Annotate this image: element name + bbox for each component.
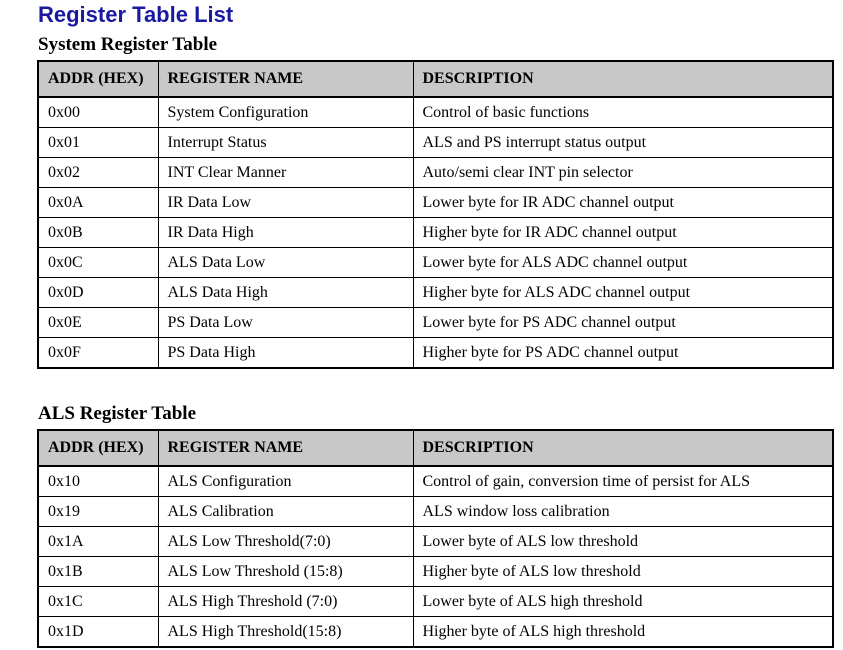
table-row [38, 587, 833, 617]
cell-description: Lower byte for IR ADC channel output [413, 188, 833, 218]
table-header-row [38, 61, 833, 97]
table-row [38, 248, 833, 278]
header-description: DESCRIPTION [413, 430, 833, 466]
cell-addr: 0x19 [38, 497, 158, 527]
cell-register-name: ALS High Threshold(15:8) [158, 617, 413, 648]
table-row [38, 308, 833, 338]
cell-addr: 0x1B [38, 557, 158, 587]
cell-register-name: ALS High Threshold (7:0) [158, 587, 413, 617]
cell-addr: 0x1D [38, 617, 158, 648]
cell-register-name: INT Clear Manner [158, 158, 413, 188]
cell-addr: 0x10 [38, 466, 158, 497]
cell-register-name: PS Data High [158, 338, 413, 369]
cell-description: Higher byte for ALS ADC channel output [413, 278, 833, 308]
cell-addr: 0x0B [38, 218, 158, 248]
header-register-name: REGISTER NAME [158, 61, 413, 97]
cell-register-name: Interrupt Status [158, 128, 413, 158]
cell-description: Higher byte for IR ADC channel output [413, 218, 833, 248]
cell-description: ALS window loss calibration [413, 497, 833, 527]
table-row [38, 527, 833, 557]
table-row [38, 158, 833, 188]
cell-addr: 0x01 [38, 128, 158, 158]
cell-addr: 0x0C [38, 248, 158, 278]
cell-addr: 0x00 [38, 97, 158, 128]
cell-description: Lower byte for PS ADC channel output [413, 308, 833, 338]
cell-register-name: ALS Data High [158, 278, 413, 308]
cell-register-name: ALS Calibration [158, 497, 413, 527]
cell-register-name: ALS Low Threshold (15:8) [158, 557, 413, 587]
table-row [38, 278, 833, 308]
cell-description: Lower byte of ALS high threshold [413, 587, 833, 617]
cell-description: Lower byte of ALS low threshold [413, 527, 833, 557]
header-register-name: REGISTER NAME [158, 430, 413, 466]
cell-addr: 0x0D [38, 278, 158, 308]
cell-description: Higher byte of ALS high threshold [413, 617, 833, 648]
cell-register-name: ALS Low Threshold(7:0) [158, 527, 413, 557]
page-title: Register Table List [38, 2, 234, 27]
table-row [38, 557, 833, 587]
cell-addr: 0x0F [38, 338, 158, 369]
cell-description: ALS and PS interrupt status output [413, 128, 833, 158]
cell-register-name: PS Data Low [158, 308, 413, 338]
cell-addr: 0x02 [38, 158, 158, 188]
table-row [38, 497, 833, 527]
cell-register-name: ALS Configuration [158, 466, 413, 497]
cell-addr: 0x0E [38, 308, 158, 338]
header-addr: ADDR (HEX) [38, 430, 158, 466]
table-row [38, 128, 833, 158]
als-register-table [37, 429, 834, 648]
cell-description: Higher byte of ALS low threshold [413, 557, 833, 587]
cell-register-name: IR Data High [158, 218, 413, 248]
table-row [38, 97, 833, 128]
header-addr: ADDR (HEX) [38, 61, 158, 97]
header-description: DESCRIPTION [413, 61, 833, 97]
cell-description: Higher byte for PS ADC channel output [413, 338, 833, 369]
table-row [38, 188, 833, 218]
cell-addr: 0x0A [38, 188, 158, 218]
cell-addr: 0x1A [38, 527, 158, 557]
table-row [38, 218, 833, 248]
table-row [38, 617, 833, 648]
system-register-table-title: System Register Table [38, 34, 218, 55]
system-register-table [37, 60, 834, 369]
cell-register-name: ALS Data Low [158, 248, 413, 278]
cell-description: Control of gain, conversion time of persist for ALS [413, 466, 833, 497]
cell-description: Lower byte for ALS ADC channel output [413, 248, 833, 278]
table-row [38, 338, 833, 369]
cell-description: Auto/semi clear INT pin selector [413, 158, 833, 188]
cell-addr: 0x1C [38, 587, 158, 617]
cell-register-name: System Configuration [158, 97, 413, 128]
table-row [38, 466, 833, 497]
cell-description: Control of basic functions [413, 97, 833, 128]
table-header-row [38, 430, 833, 466]
als-register-table-title: ALS Register Table [38, 403, 197, 424]
cell-register-name: IR Data Low [158, 188, 413, 218]
